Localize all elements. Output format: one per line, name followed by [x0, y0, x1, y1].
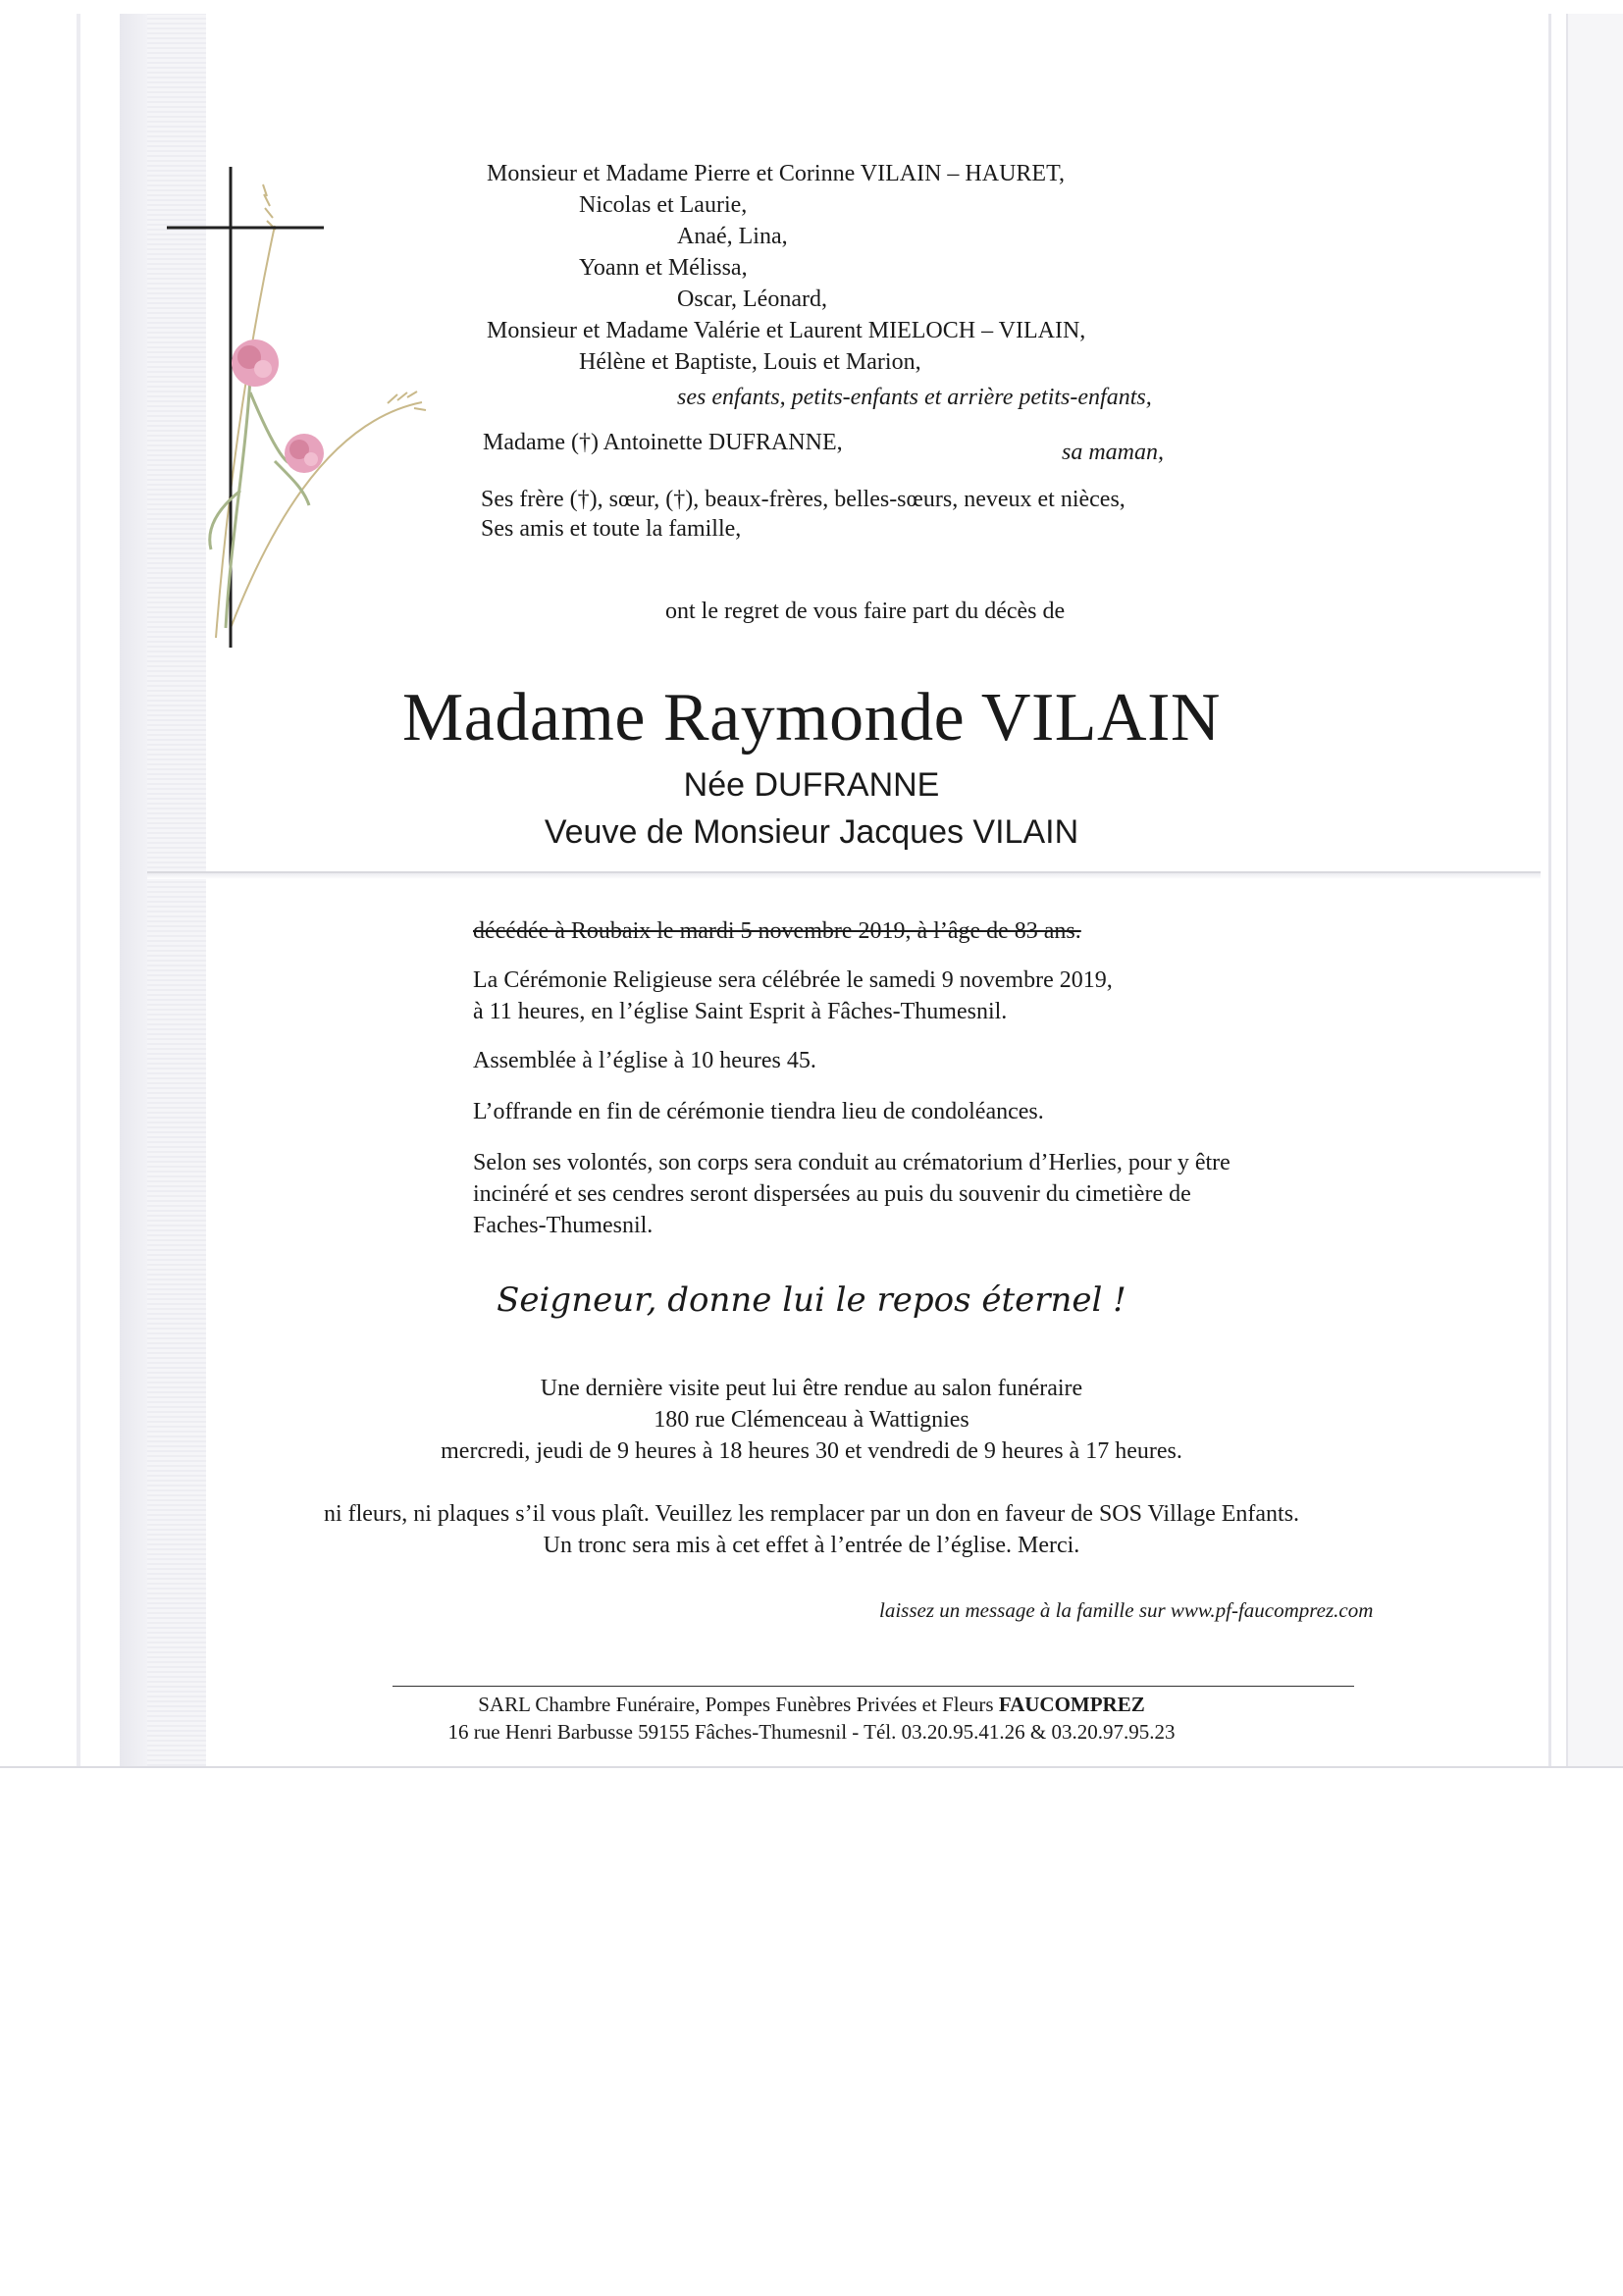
wishes-line-2: incinéré et ses cendres seront dispersées au puis du souvenir du cimetière de — [473, 1181, 1191, 1207]
offering-line: L’offrande en fin de cérémonie tiendra lieu de condoléances. — [473, 1099, 1044, 1124]
family-line-5: Oscar, Léonard, — [677, 287, 827, 312]
death-notice: décédée à Roubaix le mardi 5 novembre 2019, à l’âge de 83 ans. — [473, 918, 1081, 944]
footer-address: 16 rue Henri Barbusse 59155 Fâches-Thumesnil - Tél. 03.20.95.41.26 & 03.20.97.95.23 — [447, 1720, 1176, 1744]
visit-line-3: mercredi, jeudi de 9 heures à 18 heures 30 et vendredi de 9 heures à 17 heures. — [441, 1438, 1182, 1464]
footer-rule — [393, 1686, 1354, 1687]
visit-line-2: 180 rue Clémenceau à Wattignies — [654, 1407, 969, 1433]
family-line-7: Hélène et Baptiste, Louis et Marion, — [579, 349, 921, 375]
roses-and-wheat-illustration — [157, 167, 432, 657]
ceremony-line-1: La Cérémonie Religieuse sera célébrée le samedi 9 novembre 2019, — [473, 967, 1113, 993]
footer-company-name: FAUCOMPREZ — [998, 1693, 1145, 1716]
flowers-line-1: ni fleurs, ni plaques s’il vous plaît. Veuillez les remplacer par un don en faveur de SOS Village Enfants. — [323, 1501, 1300, 1527]
family-line-6: Monsieur et Madame Valérie et Laurent MIELOCH – VILAIN, — [487, 318, 1086, 343]
flowers-line-2: Un tronc sera mis à cet effet à l’entrée de l’église. Merci. — [543, 1533, 1080, 1558]
ceremony-line-2: à 11 heures, en l’église Saint Esprit à Fâches-Thumesnil. — [473, 999, 1008, 1024]
family-line-2: Nicolas et Laurie, — [579, 192, 748, 218]
wishes-line-1: Selon ses volontés, son corps sera conduit au crématorium d’Herlies, pour y être — [473, 1150, 1230, 1175]
cross-icon — [167, 167, 324, 648]
family-line-4: Yoann et Mélissa, — [579, 255, 748, 281]
footer-company-prefix: SARL Chambre Funéraire, Pompes Funèbres Privées et Fleurs — [478, 1693, 999, 1716]
announcement: ont le regret de vous faire part du décès de — [665, 599, 1066, 624]
rose-icon — [232, 339, 324, 473]
family-line-9-role: sa maman, — [1062, 440, 1165, 465]
family-line-8: ses enfants, petits-enfants et arrière petits-enfants, — [677, 385, 1152, 410]
family-line-9-name: Madame (†) Antoinette DUFRANNE, — [483, 430, 843, 455]
family-line-1: Monsieur et Madame Pierre et Corinne VILAIN – HAURET, — [487, 161, 1065, 186]
visit-line-1: Une dernière visite peut lui être rendue au salon funéraire — [540, 1376, 1083, 1401]
deceased-widow: Veuve de Monsieur Jacques VILAIN — [544, 813, 1079, 851]
wishes-line-3: Faches-Thumesnil. — [473, 1213, 654, 1238]
family-line-10: Ses frère (†), sœur, (†), beaux-frères, belles-sœurs, neveux et nièces, — [481, 487, 1126, 512]
sheet-bottom-edge — [0, 1766, 1623, 1768]
prayer-line: Seigneur, donne lui le repos éternel ! — [497, 1280, 1126, 1320]
family-line-11: Ses amis et toute la famille, — [481, 516, 742, 542]
footer-company — [0, 1692, 1623, 1717]
deceased-born: Née DUFRANNE — [683, 766, 940, 804]
fold-shadow — [147, 873, 1541, 879]
message-link[interactable]: laissez un message à la famille sur www.pf-faucomprez.com — [879, 1598, 1374, 1622]
deceased-name: Madame Raymonde VILAIN — [402, 680, 1221, 756]
family-line-3: Anaé, Lina, — [677, 224, 788, 249]
assembly-line: Assemblée à l’église à 10 heures 45. — [473, 1048, 816, 1073]
rose-stem-icon — [210, 378, 309, 628]
